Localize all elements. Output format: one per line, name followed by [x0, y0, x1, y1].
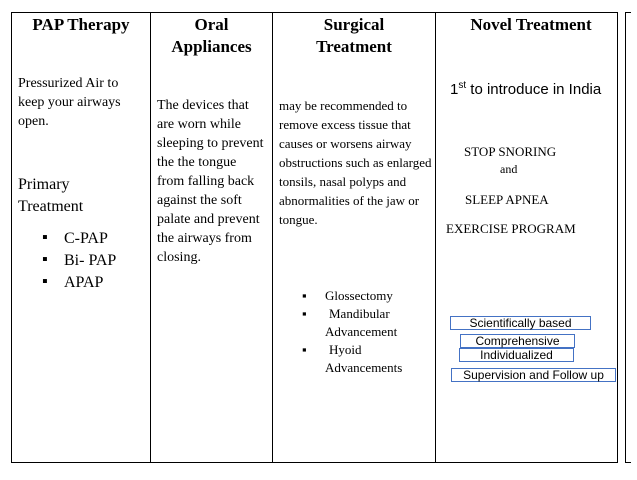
first-suffix: to introduce in India: [466, 81, 602, 98]
list-item: [42, 250, 116, 272]
header-oral-appliances: [151, 14, 272, 58]
primary-heading-line: Primary: [18, 176, 70, 193]
list-item: [42, 228, 116, 250]
feature-box-supervision-follow-up: Supervision and Follow up: [451, 368, 616, 382]
feature-box-comprehensive: Comprehensive: [460, 334, 575, 348]
list-item-label: Bi- PAP: [64, 252, 117, 269]
header-pap-therapy: [12, 14, 150, 36]
header-line: Appliances: [171, 37, 252, 56]
novel-first-in-india: [450, 76, 625, 100]
first-prefix: 1: [450, 81, 459, 98]
header-line: Surgical: [323, 15, 385, 34]
header-line: Novel Treatment: [470, 15, 592, 34]
list-item-label: Mandibular: [329, 306, 390, 321]
surgical-procedure-list: [302, 287, 434, 377]
pap-treatment-list: [42, 228, 116, 294]
list-item: [302, 341, 434, 377]
table-bottom-border: [11, 462, 618, 463]
program-line-sleep-apnea: SLEEP APNEA: [465, 192, 549, 207]
bullet-icon: ▪: [42, 273, 48, 290]
bullet-icon: ▪: [302, 342, 307, 357]
list-item: [302, 287, 434, 305]
feature-box-scientifically-based: Scientifically based: [450, 316, 591, 330]
header-line: PAP Therapy: [32, 15, 130, 34]
feature-box-individualized: Individualized: [459, 348, 574, 362]
list-item-label-2: Advancements: [325, 360, 403, 375]
page-edge-marker: [625, 12, 626, 463]
column-divider-1: [150, 12, 151, 463]
program-and: and: [500, 162, 518, 176]
list-item-label: C-PAP: [64, 230, 108, 247]
header-surgical-treatment: [273, 14, 435, 58]
list-item: [42, 272, 116, 294]
column-divider-2: [272, 12, 273, 463]
page-edge-marker-bottom: [625, 462, 631, 463]
bullet-icon: ▪: [42, 251, 48, 268]
oral-description: The devices that are worn while sleeping to prevent the the tongue from falling back against the soft palate and prevent the airways from closing.: [157, 98, 264, 265]
pap-primary-heading: [18, 174, 146, 218]
first-superscript: st: [458, 80, 467, 91]
table-top-border: [11, 12, 618, 13]
header-novel-treatment: [436, 14, 626, 36]
pap-description: Pressurized Air to keep your airways open.: [18, 76, 121, 129]
bullet-icon: ▪: [302, 306, 307, 321]
list-item-label: Hyoid: [329, 342, 362, 357]
program-line-stop-snoring: STOP SNORING: [464, 144, 557, 159]
header-line: Treatment: [316, 37, 392, 56]
bullet-icon: ▪: [42, 229, 48, 246]
header-line: Oral: [194, 15, 229, 34]
bullet-icon: ▪: [302, 288, 307, 303]
list-item-label: Glossectomy: [325, 288, 393, 303]
primary-heading-line: Treatment: [18, 198, 84, 215]
table-left-border: [11, 12, 12, 463]
column-divider-3: [435, 12, 436, 463]
program-line-exercise-program: EXERCISE PROGRAM: [446, 221, 576, 236]
list-item: [302, 305, 434, 341]
surgical-description: may be recommended to remove excess tissue that causes or worsens airway obstructions such as enlarged tonsils, nasal polyps and abnormalities of the jaw or tongue.: [279, 98, 432, 227]
list-item-label: APAP: [64, 274, 104, 291]
list-item-label-2: Advancement: [325, 324, 398, 339]
page-edge-marker-top: [625, 12, 631, 13]
